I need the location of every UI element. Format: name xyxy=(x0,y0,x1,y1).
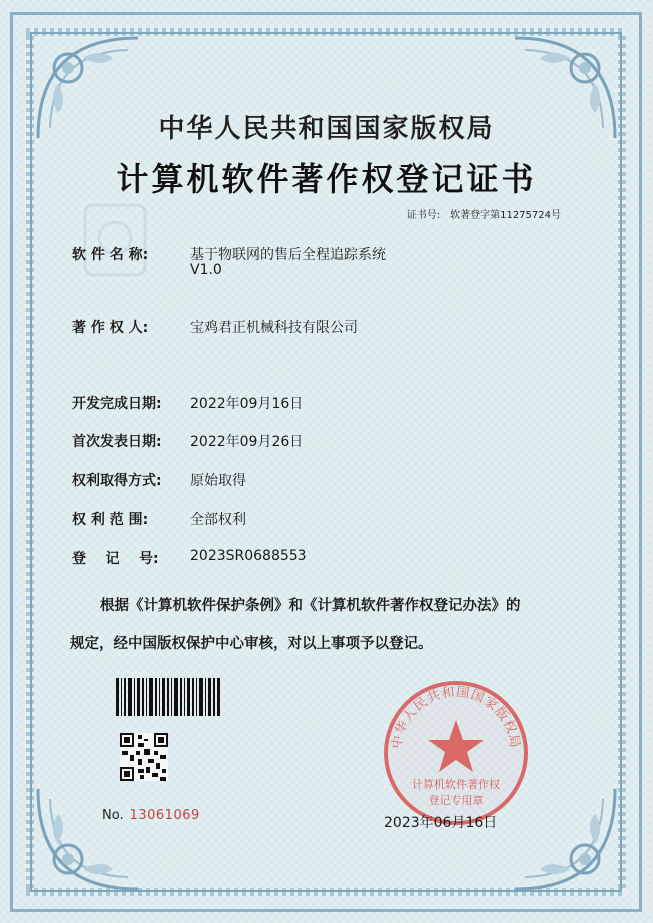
corner-ornament-bottom-left xyxy=(28,779,148,899)
issuer-title: 中华人民共和国国家版权局 xyxy=(158,114,495,144)
field-label-registration-number: 登 记 号: xyxy=(72,551,159,567)
field-label-rights-scope: 权 利 范 围: xyxy=(72,512,149,528)
field-value-acquisition-method: 原始取得 xyxy=(190,473,246,489)
field-value-software-version: V1.0 xyxy=(190,262,222,278)
issue-date: 2023年06月16日 xyxy=(384,815,498,831)
field-value-registration-number: 2023SR0688553 xyxy=(190,548,307,564)
seal-line-1: 计算机软件著作权 xyxy=(412,778,500,791)
field-value-publish-date: 2022年09月26日 xyxy=(190,434,304,450)
certificate-number xyxy=(407,206,561,221)
field-label-copyright-owner: 著 作 权 人: xyxy=(72,320,149,336)
certificate-number-value: 软著登字第11275724号 xyxy=(450,210,561,221)
serial-number xyxy=(102,808,200,823)
seal-line-2: 登记专用章 xyxy=(428,794,484,807)
field-value-software-name: 基于物联网的售后全程追踪系统 xyxy=(190,247,386,263)
qr-code xyxy=(120,733,168,781)
field-label-software-name: 软 件 名 称: xyxy=(72,247,149,263)
field-value-copyright-owner: 宝鸡君正机械科技有限公司 xyxy=(190,320,358,336)
field-label-acquisition-method: 权利取得方式: xyxy=(72,473,162,489)
seal-arc-text: 中华人民共和国国家版权局 xyxy=(389,684,523,750)
serial-prefix: No. xyxy=(102,808,124,823)
watermark-emblem xyxy=(80,200,150,280)
certificate-number-label: 证书号: xyxy=(406,210,441,221)
statement-line-1: 根据《计算机软件保护条例》和《计算机软件著作权登记办法》的 xyxy=(100,598,521,614)
official-seal xyxy=(381,678,531,828)
field-label-completion-date: 开发完成日期: xyxy=(72,396,162,412)
serial-value: 13061069 xyxy=(129,808,200,823)
field-value-rights-scope: 全部权利 xyxy=(190,512,246,528)
field-value-completion-date: 2022年09月16日 xyxy=(190,396,304,412)
statement-line-2: 规定，经中国版权保护中心审核，对以上事项予以登记。 xyxy=(70,636,433,652)
certificate-title: 计算机软件著作权登记证书 xyxy=(116,160,537,198)
field-label-publish-date: 首次发表日期: xyxy=(72,434,162,450)
barcode xyxy=(116,678,220,716)
